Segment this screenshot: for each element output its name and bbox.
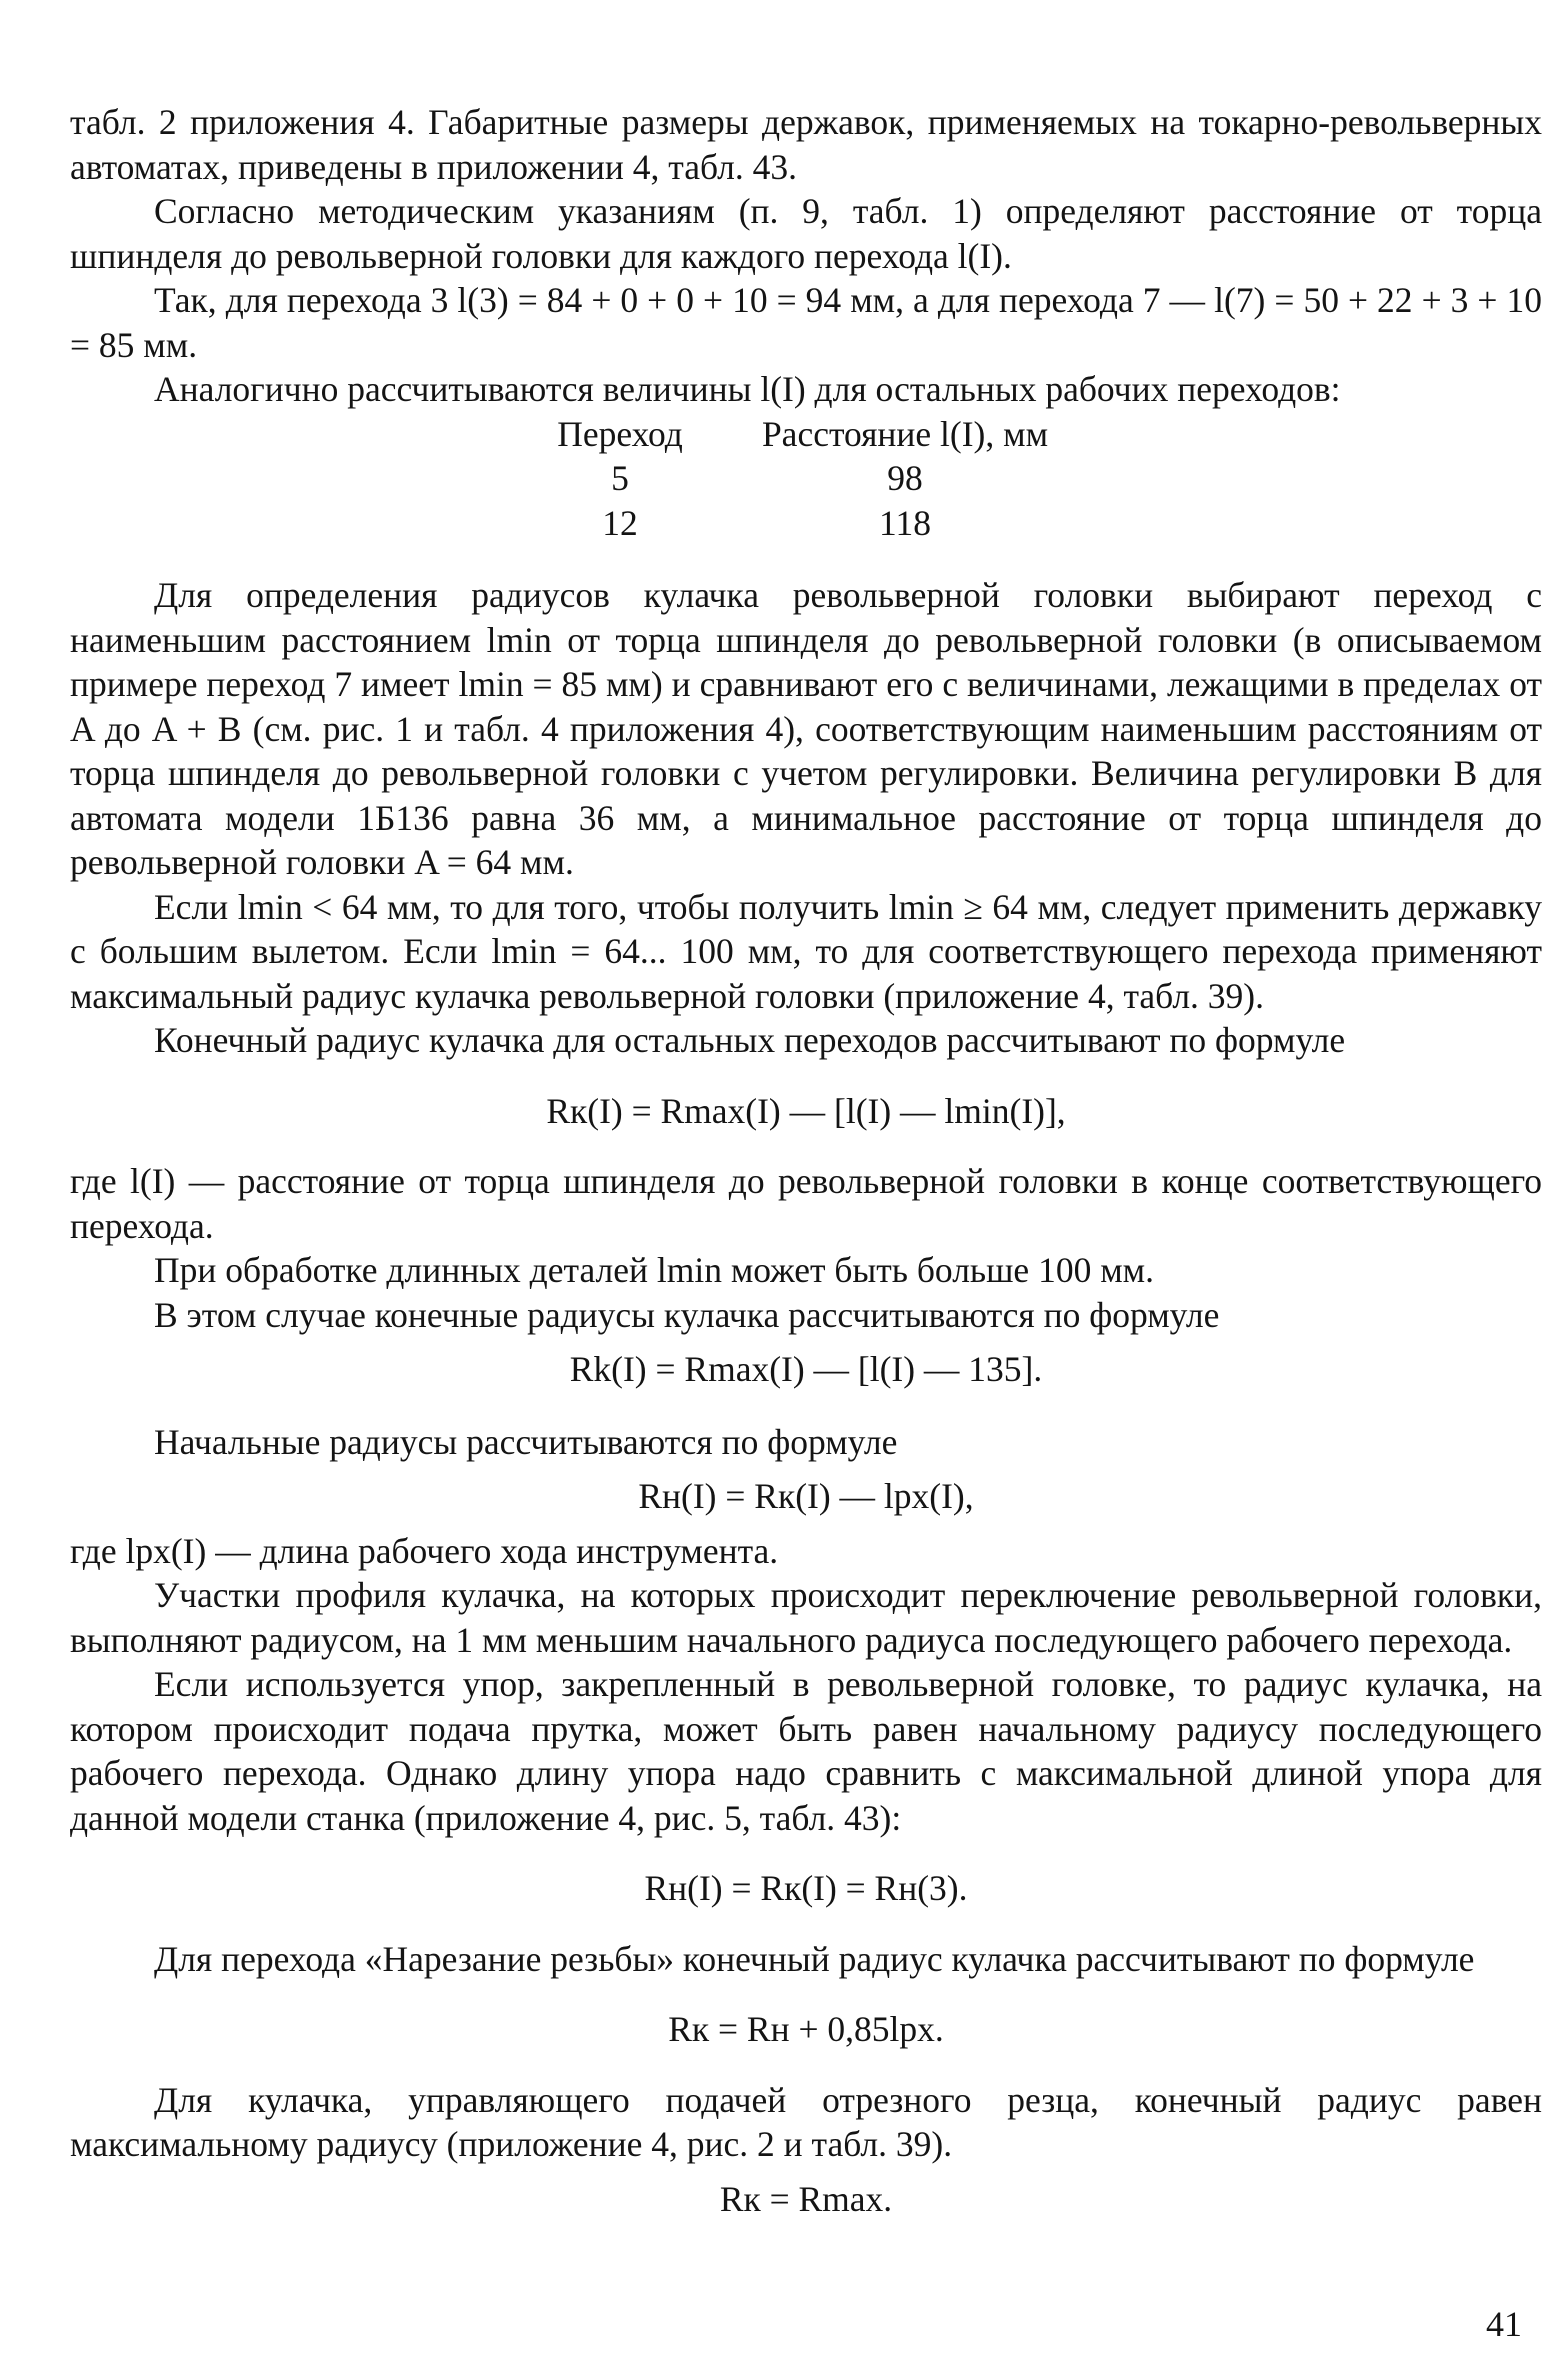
paragraph-14: Если используется упор, закрепленный в револьверной головке, то радиус кулачка, на котором происходит подача прутка, может быть равен начальному радиусу последующего рабочего перехода. Однако длину упора надо сравнить с максимальной длиной упора для данной модели станка (приложение 4, рис. 5, табл. 43): — [70, 1664, 1542, 1838]
table-cell: 118 — [879, 502, 931, 543]
formula-stop-radius: Rн(I) = Rк(I) = Rн(3). — [644, 1868, 968, 1908]
paragraph-7: Конечный радиус кулачка для остальных переходов рассчитывают по формуле — [154, 1020, 1346, 1060]
paragraph-6: Если lmin < 64 мм, то для того, чтобы получить lmin ≥ 64 мм, следует применить державку с большим вылетом. Если lmin = 64... 100 мм, то для соответствующего перехода применяют максимальный радиус кулачка револьверной головки (приложение 4, табл. 39). — [70, 886, 1542, 1016]
page-number: 41 — [1486, 2304, 1522, 2344]
formula-final-radius: Rк(I) = Rmax(I) — [l(I) — lmin(I)], — [546, 1090, 1066, 1131]
table-cell: 98 — [887, 458, 923, 498]
paragraph-12: где lрх(I) — длина рабочего хода инструмента. — [70, 1530, 779, 1571]
table-header-row — [500, 412, 1070, 457]
paragraph-11: Начальные радиусы рассчитываются по формуле — [154, 1421, 898, 1462]
page-body — [70, 100, 1542, 2344]
table-row — [500, 501, 1070, 546]
formula-threading: Rк = Rн + 0,85lрх. — [668, 2009, 944, 2049]
distance-table — [500, 412, 1070, 546]
paragraph-9: При обработке длинных деталей lmin может быть больше 100 мм. — [154, 1250, 1154, 1290]
paragraph-8: где l(I) — расстояние от торца шпинделя до револьверной головки в конце соответствующего перехода. — [70, 1161, 1542, 1246]
table-header-transition: Переход — [557, 413, 683, 454]
formula-long-parts: Rk(I) = Rmax(I) — [l(I) — 135]. — [569, 1349, 1043, 1389]
paragraph-4: Аналогично рассчитываются величины l(I) для остальных рабочих переходов: — [154, 369, 1341, 409]
formula-cutoff: Rк = Rmax. — [719, 2178, 893, 2219]
table-header-distance: Расстояние l(I), мм — [761, 413, 1049, 454]
paragraph-13: Участки профиля кулачка, на которых происходит переключение револьверной головки, выполняют радиусом, на 1 мм меньшим начального радиуса последующего рабочего перехода. — [70, 1575, 1542, 1660]
paragraph-5: Для определения радиусов кулачка револьверной головки выбирают переход с наименьшим расстоянием lmin от торца шпинделя до револьверной головки (в описываемом примере переход 7 имеет lmin = 85 мм) и сравнивают его с величинами, лежащими в пределах от A до A + B (см. рис. 1 и табл. 4 приложения 4), соответствующим наименьшим расстояниям от торца шпинделя до револьверной головки с учетом регулировки. Величина регулировки B для автомата модели 1Б136 равна 36 мм, а минимальное расстояние от торца шпинделя до револьверной головки A = 64 мм. — [70, 575, 1542, 882]
paragraph-16: Для кулачка, управляющего подачей отрезного резца, конечный радиус равен максимальному радиусу (приложение 4, рис. 2 и табл. 39). — [70, 2079, 1542, 2164]
table-row — [500, 456, 1070, 501]
table-cell: 5 — [611, 458, 629, 498]
paragraph-15: Для перехода «Нарезание резьбы» конечный радиус кулачка рассчитывают по формуле — [154, 1938, 1475, 1979]
paragraph-2: Согласно методическим указаниям (п. 9, табл. 1) определяют расстояние от торца шпинделя до револьверной головки для каждого перехода l(I). — [70, 191, 1542, 276]
paragraph-3: Так, для перехода 3 l(3) = 84 + 0 + 0 + 10 = 94 мм, а для перехода 7 — l(7) = 50 + 22 + 3 + 10 = 85 мм. — [70, 280, 1542, 365]
formula-initial-radius: Rн(I) = Rк(I) — lрх(I), — [638, 1476, 974, 1516]
paragraph-1: табл. 2 приложения 4. Габаритные размеры державок, применяемых на токарно-револьверных автоматах, приведены в приложении 4, табл. 43. — [70, 102, 1542, 187]
table-cell: 12 — [602, 502, 638, 543]
paragraph-10: В этом случае конечные радиусы кулачка рассчитываются по формуле — [154, 1294, 1220, 1335]
